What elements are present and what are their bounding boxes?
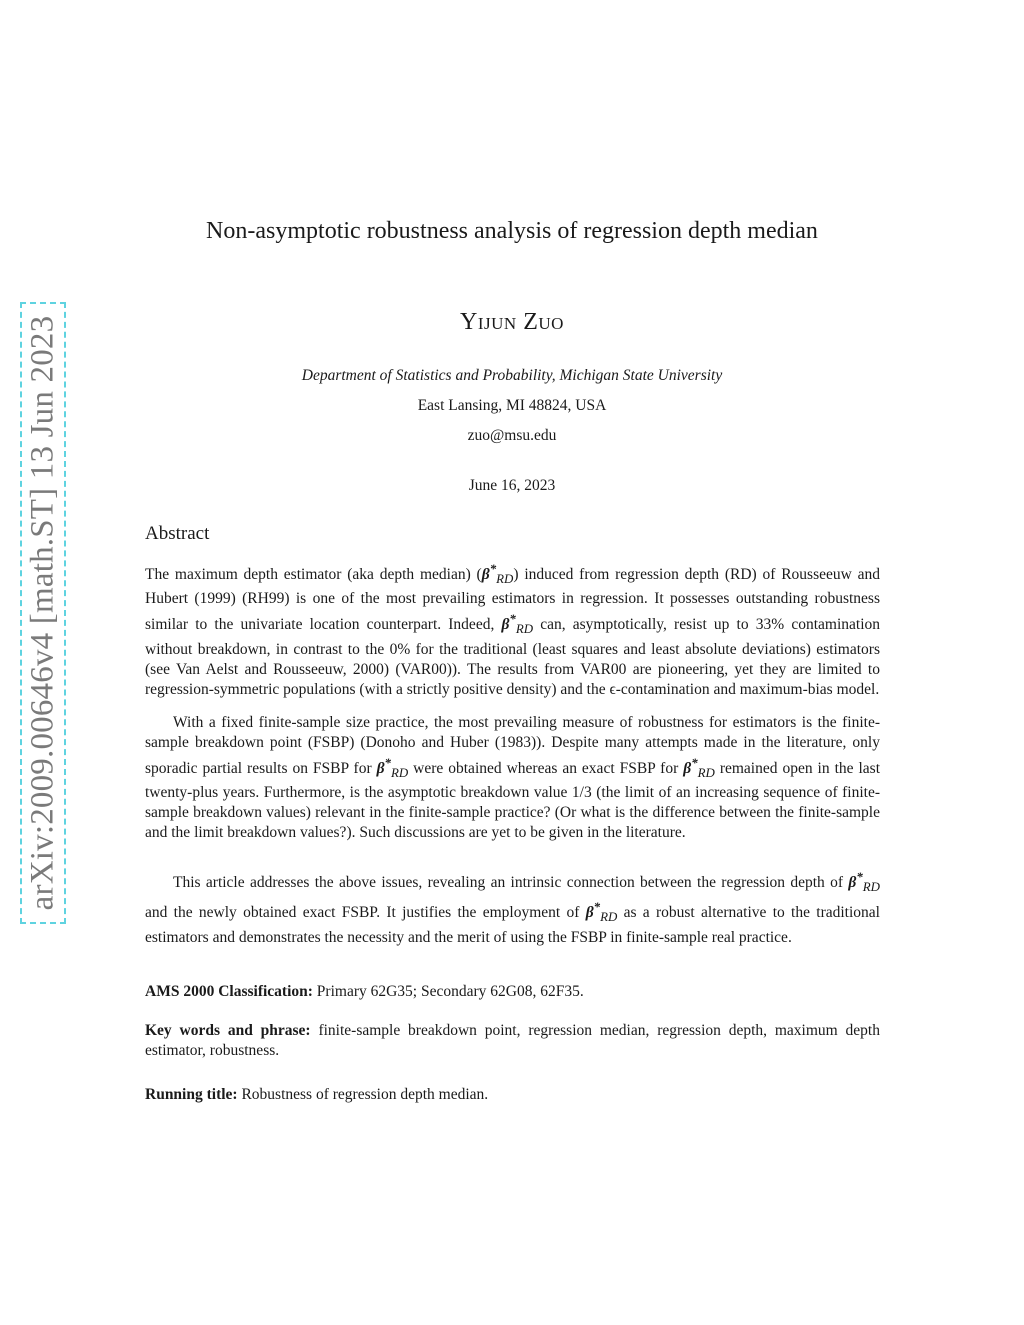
beta-rd-symbol <box>481 561 514 587</box>
beta-letter: β <box>376 760 385 778</box>
beta-letter: β <box>683 760 692 778</box>
author-affiliation: Department of Statistics and Probability, Michigan State University <box>301 367 723 384</box>
beta-star: * <box>384 755 391 770</box>
abstract-p2-text-2: were obtained whereas an exact FSBP for <box>408 760 684 778</box>
keywords-label: Key words and phrase: <box>145 1022 311 1039</box>
abstract-heading: Abstract <box>145 523 210 544</box>
keywords <box>145 1021 880 1061</box>
abstract-p3-text-1: This article addresses the above issues, revealing an intrinsic connection between the regression depth of <box>173 874 849 892</box>
beta-subscript: RD <box>862 879 880 895</box>
beta-subscript: RD <box>697 765 715 781</box>
abstract-paragraph-3 <box>145 867 880 948</box>
ams-classification <box>145 982 880 1002</box>
beta-subscript: RD <box>390 765 409 781</box>
running-title-label: Running title: <box>145 1086 238 1103</box>
abstract-paragraph-2 <box>145 713 880 843</box>
beta-letter: β <box>848 874 857 892</box>
beta-rd-symbol <box>376 755 409 781</box>
arxiv-stamp <box>20 302 66 924</box>
arxiv-identifier: arXiv:2009.00646v4 [math.ST] 13 Jun 2023 <box>24 315 61 911</box>
beta-rd-symbol <box>585 899 618 925</box>
running-title-value: Robustness of regression depth median. <box>237 1086 489 1103</box>
author-email: zuo@msu.edu <box>467 427 557 444</box>
abstract-p2-text-3: remained open in the last twenty-plus years. Furthermore, is the asymptotic breakdown value 1/3 (the limit of an increasing sequence of finite-sample breakdown values) relevant in the finite-sample practice? (Or what is the difference between the finite-sample and the limit breakdown values?). Such discussions are yet to be given in the literature. <box>145 760 881 842</box>
abstract-p1-text-2: ) induced from regression depth (RD) of Rousseeuw and Hubert (1999) (RH99) is one of the most prevailing estimators in regression. It possesses outstanding robustness similar to the univariate location counterpart. Indeed, <box>145 566 881 634</box>
beta-letter: β <box>501 616 510 634</box>
beta-subscript: RD <box>496 571 514 587</box>
beta-star: * <box>593 899 601 915</box>
beta-star: * <box>856 869 863 884</box>
abstract-p3-text-2: and the newly obtained exact FSBP. It justifies the employment of <box>145 904 586 922</box>
abstract-paragraph-1 <box>145 559 880 700</box>
beta-rd-symbol <box>848 869 880 895</box>
paper-date: June 16, 2023 <box>468 477 556 494</box>
ams-label: AMS 2000 Classification: <box>145 983 313 1000</box>
beta-subscript: RD <box>600 909 618 925</box>
keywords-value: finite-sample breakdown point, regression median, regression depth, maximum depth estimator, robustness. <box>145 1022 880 1059</box>
beta-rd-symbol <box>501 611 534 637</box>
abstract-p1-text-3: can, asymptotically, resist up to 33% contamination without breakdown, in contrast to the 0% for the traditional (least squares and least absolute deviations) estimators (see Van Aelst and Rousseeuw, 2000) (VAR00)). The results from VAR00 are pioneering, yet they are limited to regression-symmetric populations (with a strictly positive density) and the ϵ-contamination and maximum-bias model. <box>145 616 880 698</box>
author-name: Yijun Zuo <box>460 309 564 335</box>
beta-subscript: RD <box>515 621 534 637</box>
beta-star: * <box>691 755 698 770</box>
ams-value: Primary 62G35; Secondary 62G08, 62F35. <box>312 983 584 1000</box>
beta-star: * <box>489 561 497 576</box>
author-address: East Lansing, MI 48824, USA <box>417 397 607 414</box>
abstract-p3-text-3: as a robust alternative to the traditional estimators and demonstrates the necessity and the merit of using the FSBP in finite-sample real practice. <box>145 904 880 946</box>
abstract-p1-text-1: The maximum depth estimator (aka depth median) ( <box>145 566 482 584</box>
beta-letter: β <box>585 904 594 922</box>
paper-title: Non-asymptotic robustness analysis of regression depth median <box>206 218 818 244</box>
beta-star: * <box>509 611 516 627</box>
running-title <box>145 1085 880 1105</box>
abstract-p2-text-1: With a fixed finite-sample size practice, the most prevailing measure of robustness for estimators is the finite-sample breakdown point (FSBP) (Donoho and Huber (1983)). Despite many attempts made in the literature, only sporadic partial results on FSBP for <box>145 714 880 778</box>
beta-rd-symbol <box>683 755 715 781</box>
beta-letter: β <box>481 566 490 584</box>
